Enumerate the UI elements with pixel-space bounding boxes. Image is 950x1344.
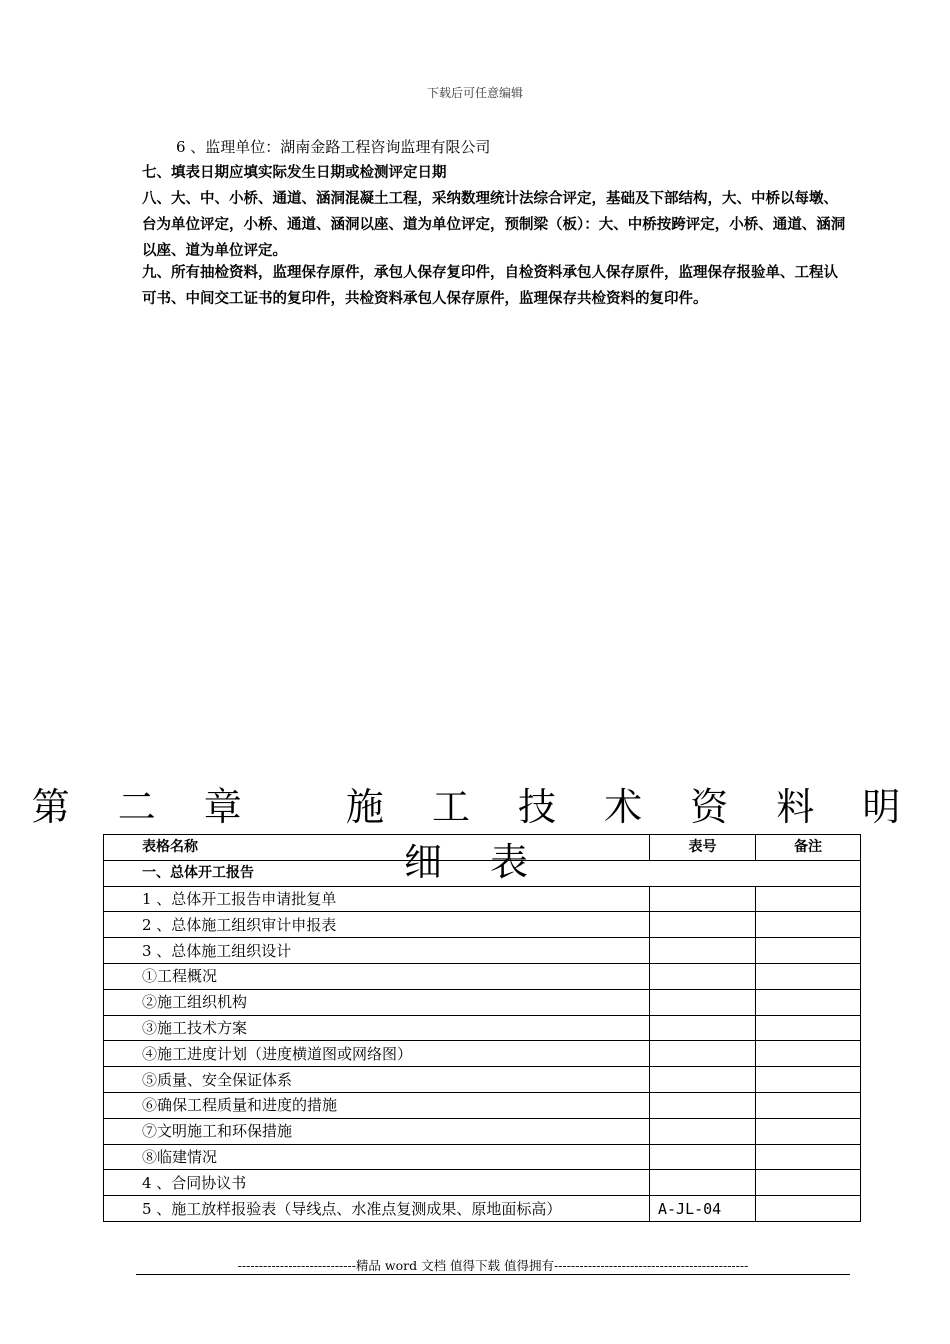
row-name: 5 、施工放样报验表（导线点、水准点复测成果、原地面标高） (104, 1196, 650, 1222)
row-remark (756, 1015, 861, 1041)
note-item-8: 八、大、中、小桥、通道、涵洞混凝土工程，采纳数理统计法综合评定，基础及下部结构，大、中桥以每墩、台为单位评定，小桥、通道、涵洞以座、道为单位评定，预制梁（板）：大、中桥按跨评定，小桥、通道、涵洞以座、道为单位评定。 (142, 191, 846, 259)
row-remark (756, 1041, 861, 1067)
row-code (650, 886, 756, 912)
header-code: 表号 (650, 835, 756, 861)
table-row (104, 1041, 861, 1067)
row-code (650, 938, 756, 964)
row-name: 3 、总体施工组织设计 (104, 938, 650, 964)
row-name: 1 、总体开工报告申请批复单 (104, 886, 650, 912)
page-footer: ----------------------------精品 word 文档 值得下载 值得拥有---------------------------------------------- (237, 1258, 749, 1273)
row-name: ③施工技术方案 (104, 1015, 650, 1041)
row-remark (756, 1118, 861, 1144)
note-item-7: 七、填表日期应填实际发生日期或检测评定日期 (142, 165, 447, 181)
row-remark (756, 938, 861, 964)
technical-documents-table (103, 834, 861, 1222)
row-remark (756, 1196, 861, 1222)
row-name: 4 、合同协议书 (104, 1170, 650, 1196)
table-row (104, 912, 861, 938)
table-row (104, 963, 861, 989)
table-row (104, 1144, 861, 1170)
row-code (650, 1144, 756, 1170)
table-header-row (104, 835, 861, 861)
row-code (650, 1015, 756, 1041)
row-name: 2 、总体施工组织审计申报表 (104, 912, 650, 938)
row-remark (756, 1092, 861, 1118)
table-row (104, 1092, 861, 1118)
table-section-row (104, 860, 861, 886)
row-code (650, 1170, 756, 1196)
row-remark (756, 1067, 861, 1093)
row-name: ⑤质量、安全保证体系 (104, 1067, 650, 1093)
header-name: 表格名称 (104, 835, 650, 861)
chapter-title: 第 二 章 施 工 技 术 资 料 明 细 表 (31, 785, 919, 884)
note-item-6-text: 6 、监理单位：湖南金路工程咨询监理有限公司 (176, 138, 491, 156)
table-row (104, 1015, 861, 1041)
row-name: ⑦文明施工和环保措施 (104, 1118, 650, 1144)
row-remark (756, 963, 861, 989)
row-code (650, 989, 756, 1015)
row-remark (756, 1170, 861, 1196)
header-remark: 备注 (756, 835, 861, 861)
table-row (104, 938, 861, 964)
row-code (650, 1067, 756, 1093)
table-row (104, 1170, 861, 1196)
footer-divider (136, 1274, 850, 1275)
row-name: ⑥确保工程质量和进度的措施 (104, 1092, 650, 1118)
row-code (650, 1118, 756, 1144)
row-remark (756, 989, 861, 1015)
row-name: ②施工组织机构 (104, 989, 650, 1015)
row-remark (756, 1144, 861, 1170)
row-name: ①工程概况 (104, 963, 650, 989)
row-remark (756, 886, 861, 912)
note-item-6 (142, 134, 852, 160)
row-code: A-JL-04 (650, 1196, 756, 1222)
table-row (104, 1067, 861, 1093)
table-row (104, 1118, 861, 1144)
row-code (650, 1092, 756, 1118)
row-name: ④施工进度计划（进度横道图或网络图） (104, 1041, 650, 1067)
row-code (650, 963, 756, 989)
table-row (104, 989, 861, 1015)
row-code (650, 1041, 756, 1067)
table-row (104, 1196, 861, 1222)
row-code (650, 912, 756, 938)
note-item-9: 九、所有抽检资料，监理保存原件，承包人保存复印件，自检资料承包人保存原件，监理保存报验单、工程认可书、中间交工证书的复印件，共检资料承包人保存原件，监理保存共检资料的复印件。 (142, 265, 838, 307)
table-row (104, 886, 861, 912)
row-remark (756, 912, 861, 938)
section-title: 一、总体开工报告 (104, 860, 861, 886)
page-header: 下载后可任意编辑 (426, 86, 523, 100)
row-name: ⑧临建情况 (104, 1144, 650, 1170)
